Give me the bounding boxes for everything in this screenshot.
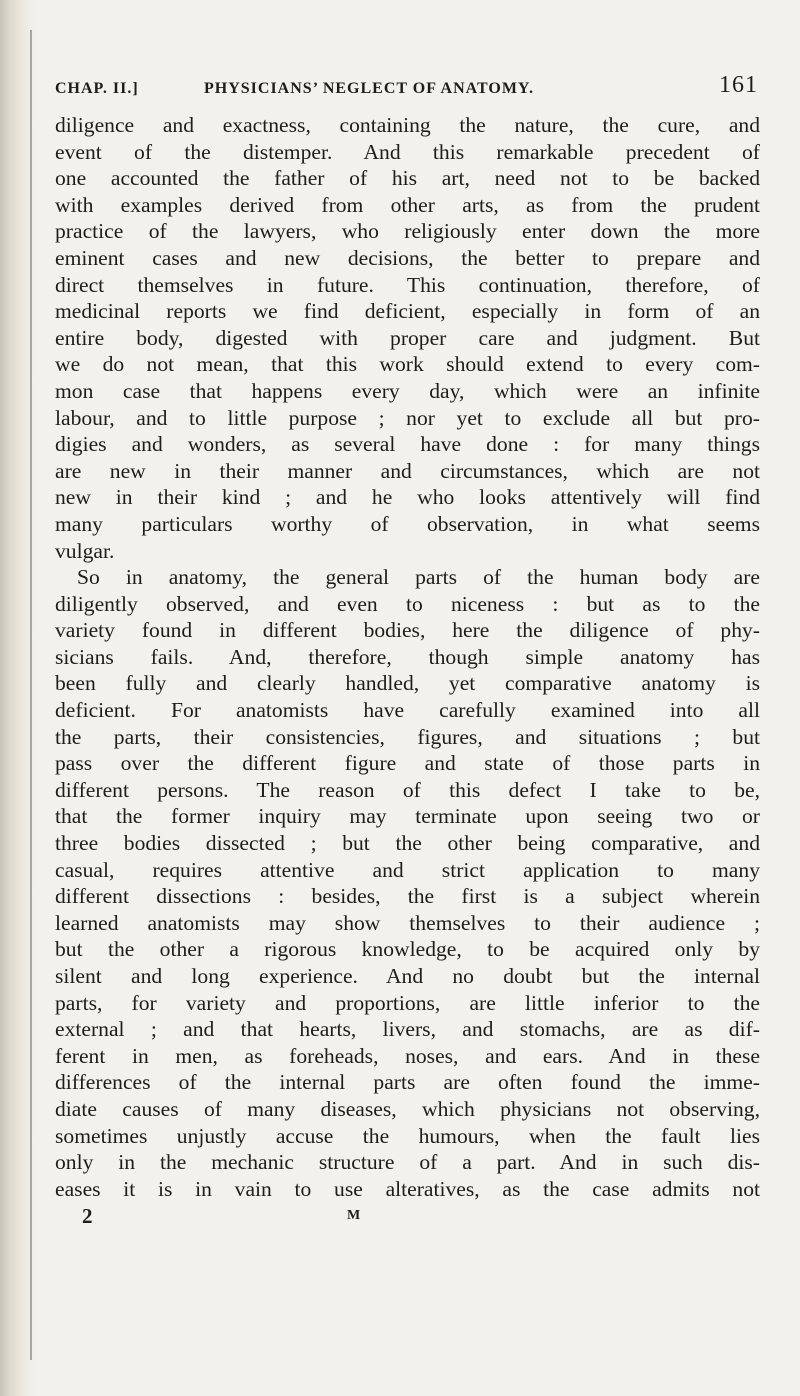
text-line: variety found in different bodies, here the diligence of phy- <box>55 618 760 643</box>
binding-edge-line <box>30 30 32 1360</box>
text-line: diligently observed, and even to niceness : but as to the <box>55 591 760 616</box>
text-line: parts, for variety and proportions, are little inferior to the <box>55 990 760 1015</box>
text-line: practice of the lawyers, who religiously enter down the more <box>55 219 760 244</box>
text-line: but the other a rigorous knowledge, to be acquired only by <box>55 937 760 962</box>
text-line: medicinal reports we find deficient, especially in form of an <box>55 299 760 324</box>
book-page <box>55 70 760 1234</box>
text-line: vulgar. <box>55 538 115 563</box>
text-line: pass over the different figure and state of those parts in <box>55 751 760 776</box>
text-line: mon case that happens every day, which were an infinite <box>55 378 760 403</box>
text-line: learned anatomists may show themselves to their audience ; <box>55 910 760 935</box>
text-line: digies and wonders, as several have done : for many things <box>55 432 760 457</box>
body-text <box>55 112 760 1202</box>
text-line: labour, and to little purpose ; nor yet to exclude all but pro- <box>55 405 760 430</box>
text-line: casual, requires attentive and strict application to many <box>55 857 760 882</box>
text-line: been fully and clearly handled, yet comparative anatomy is <box>55 671 760 696</box>
text-line: only in the mechanic structure of a part. And in such dis- <box>55 1150 760 1175</box>
text-line: external ; and that hearts, livers, and stomachs, are as dif- <box>55 1017 760 1042</box>
text-line: eminent cases and new decisions, the better to prepare and <box>55 245 760 270</box>
signature-line <box>55 1204 760 1234</box>
text-line: sicians fails. And, therefore, though simple anatomy has <box>55 644 760 669</box>
text-line: the parts, their consistencies, figures, and situations ; but <box>55 724 760 749</box>
text-line: with examples derived from other arts, as from the prudent <box>55 192 760 217</box>
paragraph-start-line: So in anatomy, the general parts of the human body are <box>77 565 760 590</box>
text-line: three bodies dissected ; but the other being comparative, and <box>55 831 760 856</box>
text-line: silent and long experience. And no doubt but the internal <box>55 964 760 988</box>
running-title: PHYSICIANS’ NEGLECT OF ANATOMY. <box>204 80 535 97</box>
text-line: different persons. The reason of this defect I take to be, <box>55 777 760 802</box>
text-line: new in their kind ; and he who looks attentively will find <box>55 485 760 510</box>
text-line: deficient. For anatomists have carefully examined into all <box>55 698 760 723</box>
text-line: event of the distemper. And this remarkable precedent of <box>55 139 760 164</box>
text-line: one accounted the father of his art, need not to be backed <box>55 166 760 191</box>
text-line: we do not mean, that this work should extend to every com- <box>55 352 760 377</box>
text-line: differences of the internal parts are often found the imme- <box>55 1070 760 1095</box>
chapter-label: CHAP. II.] <box>55 80 139 97</box>
text-line: ferent in men, as foreheads, noses, and ears. And in these <box>55 1043 760 1068</box>
signature-mark: M <box>347 1208 361 1224</box>
running-header <box>55 70 760 112</box>
page-number: 161 <box>719 72 758 98</box>
binding-gutter <box>0 0 34 1396</box>
signature-number: 2 <box>82 1204 93 1229</box>
text-line: entire body, digested with proper care and judgment. But <box>55 325 760 350</box>
text-line: different dissections : besides, the first is a subject wherein <box>55 884 760 909</box>
text-line: eases it is in vain to use alteratives, as the case admits not <box>55 1176 760 1201</box>
text-line: that the former inquiry may terminate upon seeing two or <box>55 804 760 829</box>
text-line: sometimes unjustly accuse the humours, when the fault lies <box>55 1123 760 1148</box>
text-line: are new in their manner and circumstances, which are not <box>55 458 760 483</box>
text-line: many particulars worthy of observation, in what seems <box>55 511 760 536</box>
text-line: direct themselves in future. This continuation, therefore, of <box>55 272 760 297</box>
text-line: diligence and exactness, containing the nature, the cure, and <box>55 113 760 137</box>
text-line: diate causes of many diseases, which physicians not observing, <box>55 1096 760 1121</box>
